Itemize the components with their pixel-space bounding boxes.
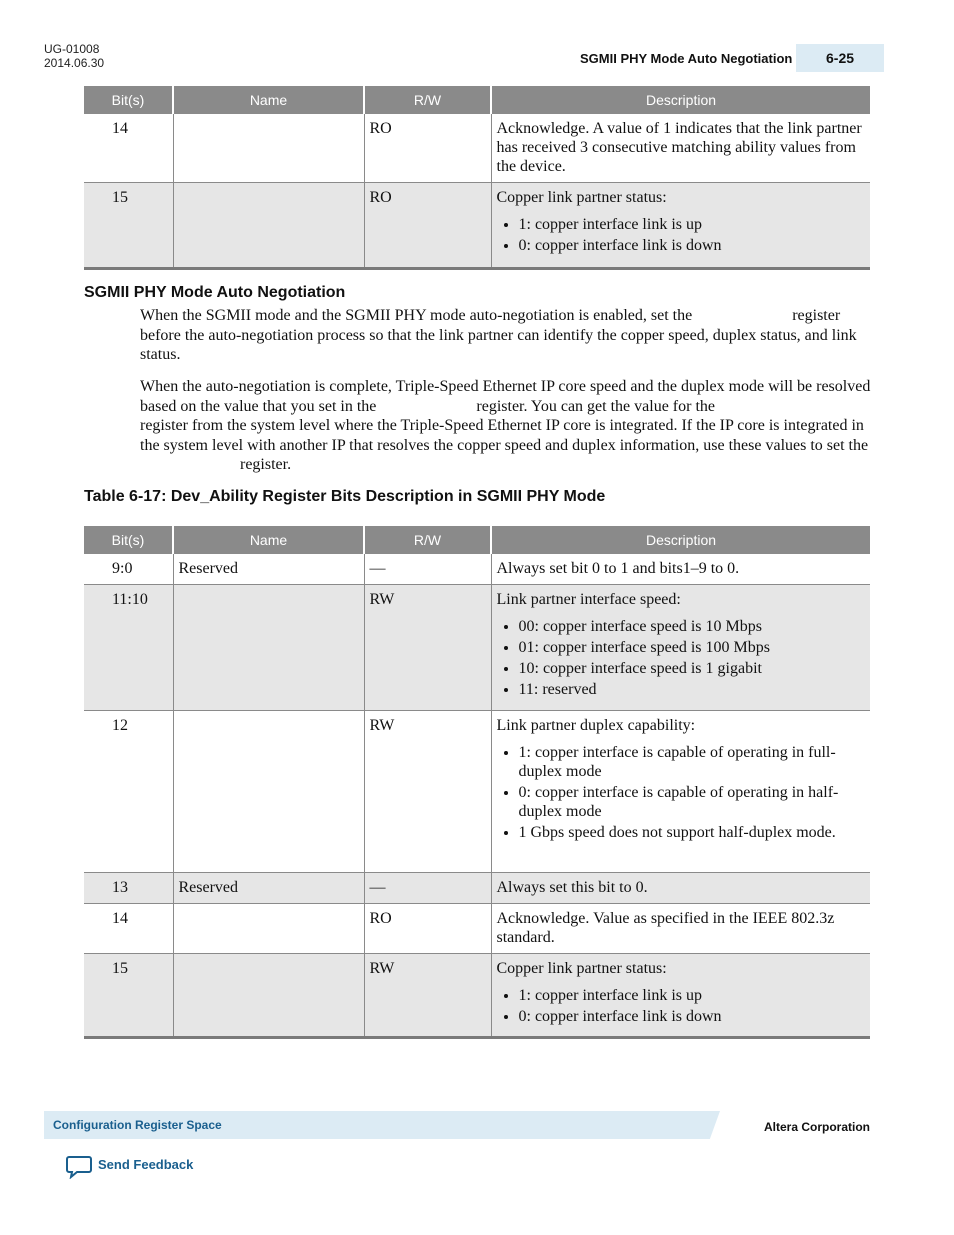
cell-name <box>173 904 364 954</box>
cell-bits: 12 <box>84 711 173 873</box>
col-header-bits: Bit(s) <box>84 86 173 114</box>
page-number: 6-25 <box>826 50 855 66</box>
list-item: • 1: copper interface link is up <box>519 215 865 234</box>
cell-description: Always set bit 0 to 1 and bits1–9 to 0. <box>491 554 870 585</box>
table-row <box>84 904 870 954</box>
feedback-label: Send Feedback <box>98 1157 194 1172</box>
cell-bits: 14 <box>84 904 173 954</box>
running-section-title: SGMII PHY Mode Auto Negotiation <box>580 51 793 66</box>
feedback-icon <box>66 1155 92 1179</box>
col-header-description: Description <box>491 526 870 554</box>
list-item: • 1 Gbps speed does not support half-duplex mode. <box>519 823 865 842</box>
cell-bits: 15 <box>84 183 173 269</box>
paragraph-2: When the auto-negotiation is complete, Triple-Speed Ethernet IP core speed and the duplex mode will be resolved based on the value that you set in the register. You can get the value for theregister from the system level where the Triple-Speed Ethernet IP core is integrated. If the IP core is integrated in the system level with another IP that resolves the copper speed and duplex information, use these values to set theregister. <box>140 378 871 473</box>
table-header-row <box>84 526 870 554</box>
col-header-description: Description <box>491 86 870 114</box>
cell-description: Always set this bit to 0. <box>491 873 870 904</box>
cell-name <box>173 711 364 873</box>
cell-rw: RW <box>364 585 491 711</box>
cell-rw: RW <box>364 954 491 1038</box>
list-item: • 11: reserved <box>519 680 865 699</box>
cell-name <box>173 183 364 269</box>
cell-description: Copper link partner status: • 1: copper interface link is up • 0: copper interface link is down <box>491 183 870 269</box>
cell-bits: 14 <box>84 114 173 183</box>
cell-rw: RO <box>364 183 491 269</box>
bullet-list <box>497 743 865 842</box>
table-row <box>84 585 870 711</box>
cell-bits: 13 <box>84 873 173 904</box>
list-item: • 00: copper interface speed is 10 Mbps <box>519 617 865 636</box>
table-row <box>84 711 870 873</box>
doc-id: UG-01008 <box>44 42 100 56</box>
list-item: • 0: copper interface link is down <box>519 1007 865 1026</box>
table-row <box>84 873 870 904</box>
col-header-bits: Bit(s) <box>84 526 173 554</box>
doc-date: 2014.06.30 <box>44 56 105 70</box>
paragraph-1: When the SGMII mode and the SGMII PHY mode auto-negotiation is enabled, set the register before the auto-negotiation process so that the link partner can identify the copper speed, duplex status, and link status. <box>140 307 857 363</box>
cell-rw: RO <box>364 114 491 183</box>
cell-description: Link partner interface speed: • 00: copper interface speed is 10 Mbps • 01: copper interface speed is 100 Mbps • 10: copper interface speed is 1 gigabit • 11: reserved <box>491 585 870 711</box>
col-header-name: Name <box>173 86 364 114</box>
cell-name: Reserved <box>173 873 364 904</box>
cell-rw: — <box>364 873 491 904</box>
bullet-list <box>497 617 865 699</box>
cell-description: Acknowledge. Value as specified in the IEEE 802.3z standard. <box>491 904 870 954</box>
table-caption: Table 6-17: Dev_Ability Register Bits Description in SGMII PHY Mode <box>84 488 606 505</box>
col-header-rw: R/W <box>364 86 491 114</box>
bullet-list <box>497 986 865 1026</box>
list-item: • 1: copper interface link is up <box>519 986 865 1005</box>
bullet-list <box>497 215 865 255</box>
list-item: • 0: copper interface is capable of operating in half-duplex mode <box>519 783 865 821</box>
section-link[interactable]: Configuration Register Space <box>53 1118 222 1132</box>
cell-rw: — <box>364 554 491 585</box>
list-item: • 1: copper interface is capable of operating in full-duplex mode <box>519 743 865 781</box>
cell-rw: RW <box>364 711 491 873</box>
list-item: • 01: copper interface speed is 100 Mbps <box>519 638 865 657</box>
table-row <box>84 554 870 585</box>
table-row <box>84 183 870 269</box>
cell-name <box>173 954 364 1038</box>
table-row <box>84 954 870 1038</box>
col-header-name: Name <box>173 526 364 554</box>
doc-header-left <box>44 42 104 70</box>
cell-rw: RO <box>364 904 491 954</box>
company-name: Altera Corporation <box>764 1120 871 1134</box>
register-table-continued <box>84 86 870 270</box>
dev-ability-register-table <box>84 526 870 1039</box>
cell-description: Acknowledge. A value of 1 indicates that the link partner has received 3 consecutive matching ability values from the device. <box>491 114 870 183</box>
cell-name <box>173 585 364 711</box>
cell-bits: 11:10 <box>84 585 173 711</box>
table-header-row <box>84 86 870 114</box>
cell-description: Copper link partner status: • 1: copper interface link is up • 0: copper interface link is down <box>491 954 870 1038</box>
table-row <box>84 114 870 183</box>
cell-bits: 9:0 <box>84 554 173 585</box>
list-item: • 0: copper interface link is down <box>519 236 865 255</box>
cell-description: Link partner duplex capability: • 1: copper interface is capable of operating in full-duplex mode • 0: copper interface is capable of operating in half-duplex mode • 1 Gbps speed does not support half-duplex mode. <box>491 711 870 873</box>
col-header-rw: R/W <box>364 526 491 554</box>
section-heading: SGMII PHY Mode Auto Negotiation <box>84 284 346 301</box>
cell-name: Reserved <box>173 554 364 585</box>
list-item: • 10: copper interface speed is 1 gigabit <box>519 659 865 678</box>
cell-name <box>173 114 364 183</box>
cell-bits: 15 <box>84 954 173 1038</box>
